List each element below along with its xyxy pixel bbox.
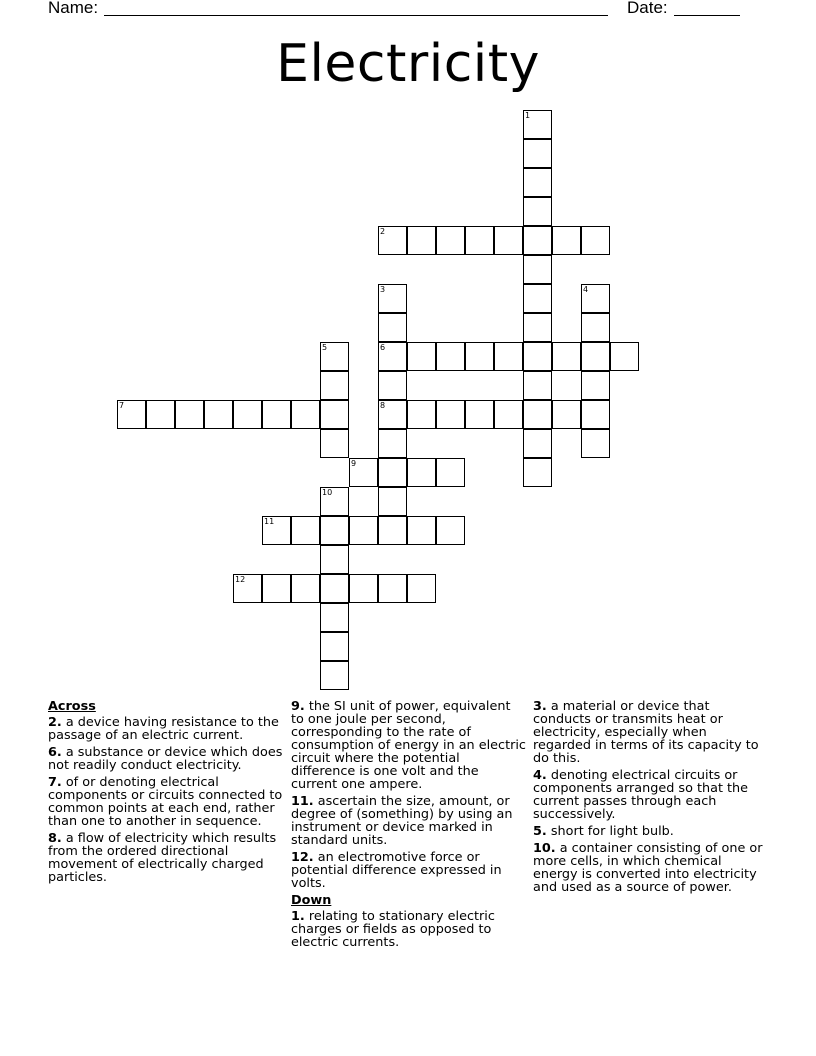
crossword-cell[interactable] — [581, 313, 610, 342]
crossword-cell[interactable] — [320, 371, 349, 400]
clue-text: of or denoting electrical components or circuits connected to common points at each end, rather than one to another in sequence. — [48, 775, 283, 829]
crossword-cell[interactable] — [378, 226, 407, 255]
crossword-cell[interactable] — [378, 342, 407, 371]
crossword-cell[interactable] — [407, 458, 436, 487]
clue-number: 2. — [48, 715, 62, 730]
crossword-cell[interactable] — [523, 197, 552, 226]
clue-text: relating to stationary electric charges or fields as opposed to electric currents. — [291, 909, 495, 950]
crossword-cell[interactable] — [378, 574, 407, 603]
crossword-cell[interactable] — [175, 400, 204, 429]
clue-across-11 — [291, 795, 526, 847]
crossword-cell[interactable] — [523, 429, 552, 458]
crossword-cell[interactable] — [407, 226, 436, 255]
crossword-cell[interactable] — [436, 226, 465, 255]
crossword-cell[interactable] — [320, 487, 349, 516]
cell-number: 8 — [380, 401, 386, 410]
clue-number: 10. — [533, 841, 556, 856]
name-label: Name: — [48, 0, 99, 17]
crossword-cell[interactable] — [523, 371, 552, 400]
crossword-cell[interactable] — [291, 516, 320, 545]
cell-number: 6 — [380, 343, 386, 352]
cell-number: 1 — [525, 111, 531, 120]
clue-text: the SI unit of power, equivalent to one joule per second, corresponding to the rate of consumption of energy in an electric circuit where the potential difference is one volt and the current one ampere. — [291, 699, 526, 792]
cell-number: 4 — [583, 285, 589, 294]
crossword-cell[interactable] — [291, 574, 320, 603]
clue-text: a flow of electricity which results from the ordered directional movement of electrically charged particles. — [48, 831, 277, 885]
clue-across-7 — [48, 776, 283, 828]
crossword-cell[interactable] — [581, 371, 610, 400]
crossword-cell[interactable] — [146, 400, 175, 429]
crossword-cell[interactable] — [407, 516, 436, 545]
cell-number: 11 — [264, 517, 275, 526]
clue-across-2 — [48, 716, 283, 742]
crossword-cell[interactable] — [523, 400, 552, 429]
crossword-cell[interactable] — [581, 226, 610, 255]
crossword-cell[interactable] — [407, 400, 436, 429]
crossword-cell[interactable] — [552, 342, 581, 371]
crossword-cell[interactable] — [407, 574, 436, 603]
crossword-cell[interactable] — [581, 342, 610, 371]
crossword-cell[interactable] — [320, 574, 349, 603]
clue-text: a substance or device which does not readily conduct electricity. — [48, 745, 283, 773]
crossword-cell[interactable] — [233, 400, 262, 429]
clue-text: a device having resistance to the passage of an electric current. — [48, 715, 279, 743]
clues-column-2 — [291, 700, 526, 953]
clue-text: a material or device that conducts or transmits heat or electricity, especially when regarded in terms of its capacity to do this. — [533, 699, 759, 766]
clue-text: short for light bulb. — [550, 824, 674, 839]
crossword-cell[interactable] — [378, 458, 407, 487]
crossword-cell[interactable] — [378, 284, 407, 313]
clue-number: 3. — [533, 699, 547, 714]
down-heading: Down — [291, 893, 332, 908]
crossword-cell[interactable] — [494, 226, 523, 255]
clue-text: a container consisting of one or more cells, in which chemical energy is converted into electricity and used as a source of power. — [533, 841, 763, 895]
clue-across-9 — [291, 700, 526, 791]
crossword-cell[interactable] — [349, 458, 378, 487]
crossword-cell[interactable] — [523, 313, 552, 342]
crossword-cell[interactable] — [552, 400, 581, 429]
crossword-cell[interactable] — [581, 284, 610, 313]
crossword-cell[interactable] — [378, 429, 407, 458]
crossword-cell[interactable] — [465, 342, 494, 371]
crossword-cell[interactable] — [494, 400, 523, 429]
clue-across-12 — [291, 851, 526, 890]
clue-number: 12. — [291, 850, 314, 865]
crossword-cell[interactable] — [610, 342, 639, 371]
clue-text: an electromotive force or potential difference expressed in volts. — [291, 850, 502, 891]
crossword-cell[interactable] — [378, 400, 407, 429]
across-heading: Across — [48, 699, 96, 714]
crossword-cell[interactable] — [349, 574, 378, 603]
crossword-cell[interactable] — [378, 313, 407, 342]
crossword-cell[interactable] — [320, 632, 349, 661]
clue-text: ascertain the size, amount, or degree of (something) by using an instrument or device marked in standard units. — [291, 794, 513, 848]
clue-number: 7. — [48, 775, 62, 790]
page-title: Electricity — [276, 34, 540, 94]
crossword-cell[interactable] — [320, 545, 349, 574]
crossword-cell[interactable] — [465, 226, 494, 255]
crossword-cell[interactable] — [204, 400, 233, 429]
clue-number: 5. — [533, 824, 547, 839]
clue-number: 11. — [291, 794, 314, 809]
crossword-cell[interactable] — [320, 661, 349, 690]
crossword-cell[interactable] — [378, 487, 407, 516]
cell-number: 7 — [119, 401, 125, 410]
crossword-cell[interactable] — [378, 371, 407, 400]
crossword-cell[interactable] — [523, 458, 552, 487]
crossword-cell[interactable] — [523, 226, 552, 255]
clue-down-5 — [533, 825, 768, 838]
crossword-cell[interactable] — [320, 603, 349, 632]
crossword-cell[interactable] — [117, 400, 146, 429]
crossword-cell[interactable] — [320, 429, 349, 458]
crossword-cell[interactable] — [262, 516, 291, 545]
crossword-cell[interactable] — [436, 458, 465, 487]
clue-down-1 — [291, 910, 526, 949]
crossword-cell[interactable] — [436, 516, 465, 545]
crossword-cell[interactable] — [262, 400, 291, 429]
crossword-cell[interactable] — [552, 226, 581, 255]
clues-column-1 — [48, 700, 283, 888]
crossword-cell[interactable] — [291, 400, 320, 429]
cell-number: 10 — [322, 488, 333, 497]
crossword-cell[interactable] — [320, 516, 349, 545]
clue-number: 8. — [48, 831, 62, 846]
clue-across-8 — [48, 832, 283, 884]
clue-down-4 — [533, 769, 768, 821]
crossword-cell[interactable] — [465, 400, 494, 429]
clue-text: denoting electrical circuits or components arranged so that the current passes through each successively. — [533, 768, 749, 822]
crossword-cell[interactable] — [262, 574, 291, 603]
crossword-cell[interactable] — [407, 342, 436, 371]
crossword-cell[interactable] — [581, 429, 610, 458]
clues-column-3 — [533, 700, 768, 898]
crossword-cell[interactable] — [436, 400, 465, 429]
crossword-cell[interactable] — [523, 139, 552, 168]
clue-number: 9. — [291, 699, 305, 714]
cell-number: 12 — [235, 575, 246, 584]
crossword-cell[interactable] — [523, 342, 552, 371]
crossword-cell[interactable] — [581, 400, 610, 429]
clue-number: 1. — [291, 909, 305, 924]
crossword-cell[interactable] — [320, 400, 349, 429]
clue-number: 6. — [48, 745, 62, 760]
crossword-cell[interactable] — [320, 342, 349, 371]
clue-down-3 — [533, 700, 768, 765]
crossword-cell[interactable] — [378, 516, 407, 545]
crossword-cell[interactable] — [436, 342, 465, 371]
cell-number: 9 — [351, 459, 357, 468]
crossword-cell[interactable] — [523, 255, 552, 284]
cell-number: 2 — [380, 227, 386, 236]
crossword-cell[interactable] — [523, 168, 552, 197]
date-label: Date: — [627, 0, 668, 17]
crossword-cell[interactable] — [233, 574, 262, 603]
clue-down-10 — [533, 842, 768, 894]
crossword-cell[interactable] — [349, 516, 378, 545]
clue-across-6 — [48, 746, 283, 772]
crossword-cell[interactable] — [523, 284, 552, 313]
clue-number: 4. — [533, 768, 547, 783]
cell-number: 3 — [380, 285, 386, 294]
cell-number: 5 — [322, 343, 328, 352]
crossword-cell[interactable] — [494, 342, 523, 371]
crossword-cell[interactable] — [523, 110, 552, 139]
